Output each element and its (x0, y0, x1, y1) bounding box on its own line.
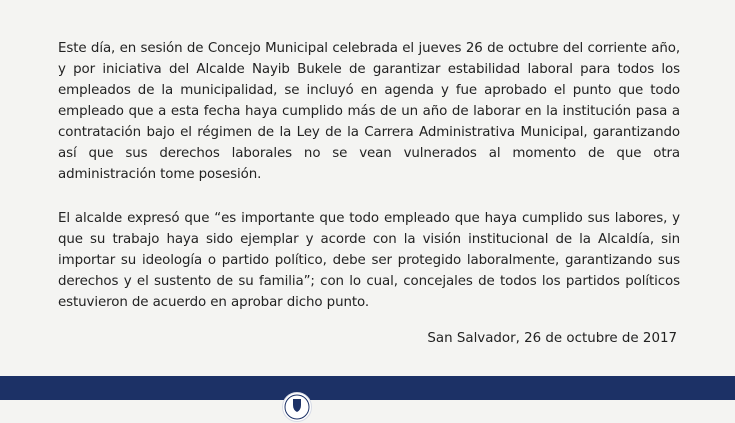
footer-band (0, 376, 735, 400)
paragraph-announcement: Este día, en sesión de Concejo Municipal celebrada el jueves 26 de octubre del corriente año, y por iniciativa del Alcalde Nayib Bukele de garantizar estabilidad laboral para todos los empleados de la municipalidad, se incluyó en agenda y fue aprobado el punto que todo empleado que a esta fecha haya cumplido más de un año de laborar en la institución pasa a contratación bajo el régimen de la Ley de la Carrera Administrativa Municipal, garantizando así que sus derechos laborales no se vean vulnerados al momento de que otra administración tome posesión. (58, 41, 680, 182)
paragraph-mayor-quote: El alcalde expresó que “es importante que todo empleado que haya cumplido sus labores, y que su trabajo haya sido ejemplar y acorde con la visión institucional de la Alcaldía, sin importar su ideología o partido político, debe ser protegido laboralmente, garantizando sus derechos y el sustento de su familia”; con lo cual, concejales de todos los partidos políticos estuvieron de acuerdo en aprobar dicho punto. (58, 211, 680, 310)
municipal-seal-icon (281, 391, 313, 423)
document-body (58, 38, 680, 313)
place-date: San Salvador, 26 de octubre de 2017 (427, 331, 677, 346)
